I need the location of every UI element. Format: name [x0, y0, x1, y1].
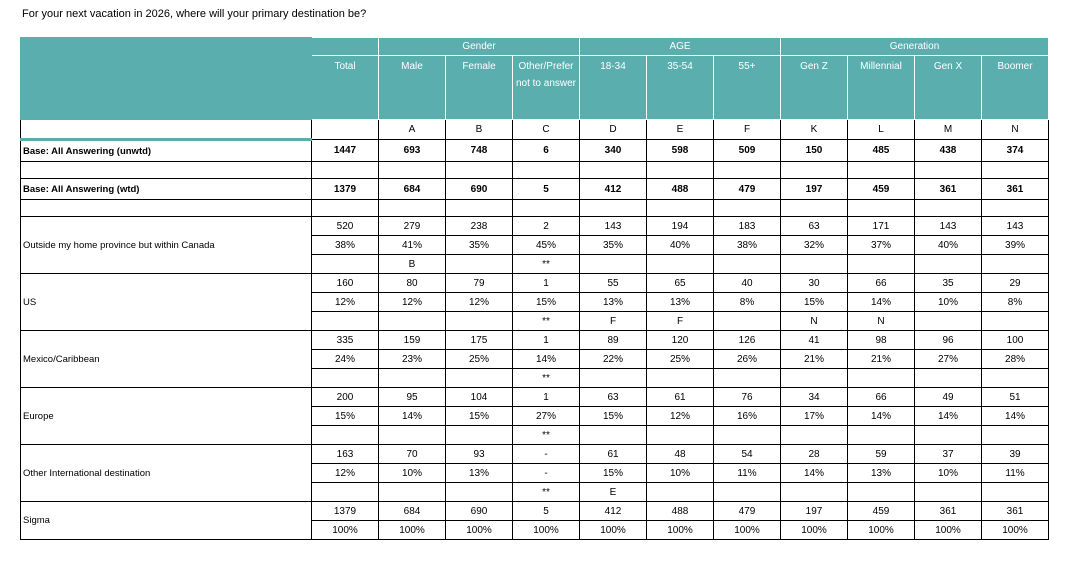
percent-value: 12% — [647, 407, 714, 426]
base-label: Base: All Answering (unwtd) — [21, 140, 312, 162]
column-header: Other/Prefer not to answer — [513, 56, 580, 120]
column-header: 18-34 — [580, 56, 647, 120]
base-value: 488 — [647, 179, 714, 200]
column-header: Boomer — [982, 56, 1049, 120]
percent-value: 15% — [580, 464, 647, 483]
column-header: 35-54 — [647, 56, 714, 120]
spacer-cell — [848, 200, 915, 217]
count-value: 66 — [848, 274, 915, 293]
spacer-cell — [647, 162, 714, 179]
count-value: 39 — [982, 445, 1049, 464]
crosstab-table — [20, 37, 1049, 540]
percent-value: 10% — [379, 464, 446, 483]
base-value: 1447 — [312, 140, 379, 162]
significance-letter — [312, 255, 379, 274]
spacer-cell — [647, 200, 714, 217]
base-value: 690 — [446, 179, 513, 200]
answer-label: Outside my home province but within Canada — [21, 217, 312, 274]
count-value: 49 — [915, 388, 982, 407]
percent-value: 100% — [848, 521, 915, 540]
column-header: Female — [446, 56, 513, 120]
significance-letter — [982, 369, 1049, 388]
spacer-cell — [513, 200, 580, 217]
count-value: 200 — [312, 388, 379, 407]
spacer-cell — [446, 200, 513, 217]
base-row — [21, 179, 1049, 200]
answer-label: Other International destination — [21, 445, 312, 502]
count-value: 120 — [647, 331, 714, 350]
significance-letter — [446, 312, 513, 331]
count-value: 63 — [781, 217, 848, 236]
base-value: 340 — [580, 140, 647, 162]
percent-value: 13% — [848, 464, 915, 483]
count-value: 690 — [446, 502, 513, 521]
spacer-cell — [580, 162, 647, 179]
significance-letter — [312, 369, 379, 388]
count-value: 197 — [781, 502, 848, 521]
percent-value: 10% — [915, 293, 982, 312]
count-value: 183 — [714, 217, 781, 236]
significance-letter: ** — [513, 369, 580, 388]
count-value: 79 — [446, 274, 513, 293]
count-value: 520 — [312, 217, 379, 236]
significance-letter — [714, 426, 781, 445]
count-value: 335 — [312, 331, 379, 350]
count-value: 66 — [848, 388, 915, 407]
count-value: 143 — [982, 217, 1049, 236]
header-blank — [21, 56, 312, 120]
spacer-cell — [781, 200, 848, 217]
significance-letter — [714, 369, 781, 388]
significance-letter — [312, 426, 379, 445]
header-total-group — [312, 38, 379, 56]
percent-value: 100% — [446, 521, 513, 540]
column-letter: A — [379, 120, 446, 140]
column-letter: M — [915, 120, 982, 140]
count-value: 80 — [379, 274, 446, 293]
significance-letter — [982, 483, 1049, 502]
percent-value: 45% — [513, 236, 580, 255]
count-value: 30 — [781, 274, 848, 293]
percent-value: 14% — [848, 407, 915, 426]
percent-value: 39% — [982, 236, 1049, 255]
count-value: 143 — [915, 217, 982, 236]
significance-letter — [379, 369, 446, 388]
percent-value: 14% — [781, 464, 848, 483]
percent-value: 15% — [781, 293, 848, 312]
percent-value: 27% — [915, 350, 982, 369]
percent-value: 35% — [446, 236, 513, 255]
column-letter: N — [982, 120, 1049, 140]
count-value: 361 — [982, 502, 1049, 521]
count-value: 361 — [915, 502, 982, 521]
significance-letter: N — [848, 312, 915, 331]
count-value: 1 — [513, 331, 580, 350]
count-value: 35 — [915, 274, 982, 293]
spacer-cell — [580, 200, 647, 217]
spacer-cell — [848, 162, 915, 179]
column-letter-row — [21, 120, 1049, 140]
significance-letter: N — [781, 312, 848, 331]
count-value: 40 — [714, 274, 781, 293]
significance-letter — [312, 483, 379, 502]
significance-letter — [379, 426, 446, 445]
spacer-row — [21, 200, 1049, 217]
count-value: 684 — [379, 502, 446, 521]
count-value: 279 — [379, 217, 446, 236]
significance-letter — [647, 483, 714, 502]
significance-letter — [781, 255, 848, 274]
count-value: 93 — [446, 445, 513, 464]
percent-value: 14% — [915, 407, 982, 426]
significance-letter — [446, 255, 513, 274]
significance-letter: F — [580, 312, 647, 331]
percent-value: 10% — [647, 464, 714, 483]
percent-value: 21% — [848, 350, 915, 369]
count-value: 76 — [714, 388, 781, 407]
significance-letter — [446, 426, 513, 445]
count-value: 65 — [647, 274, 714, 293]
answer-label: Sigma — [21, 502, 312, 540]
base-value: 438 — [915, 140, 982, 162]
significance-letter — [915, 426, 982, 445]
spacer-cell — [714, 162, 781, 179]
count-value: 59 — [848, 445, 915, 464]
base-value: 485 — [848, 140, 915, 162]
significance-letter — [982, 426, 1049, 445]
base-value: 361 — [915, 179, 982, 200]
significance-letter — [781, 369, 848, 388]
percent-value: 32% — [781, 236, 848, 255]
base-value: 6 — [513, 140, 580, 162]
percent-value: 100% — [714, 521, 781, 540]
percent-value: 11% — [714, 464, 781, 483]
column-header: Male — [379, 56, 446, 120]
spacer-cell — [379, 162, 446, 179]
count-value: 54 — [714, 445, 781, 464]
column-letter — [312, 120, 379, 140]
question-title: For your next vacation in 2026, where will your primary destination be? — [22, 8, 367, 20]
significance-letter: ** — [513, 312, 580, 331]
percent-value: 100% — [781, 521, 848, 540]
group-gender: Gender — [379, 38, 580, 56]
base-value: 693 — [379, 140, 446, 162]
base-value: 479 — [714, 179, 781, 200]
percent-value: 13% — [647, 293, 714, 312]
group-age: AGE — [580, 38, 781, 56]
count-value: 104 — [446, 388, 513, 407]
significance-letter — [848, 426, 915, 445]
percent-value: 14% — [379, 407, 446, 426]
significance-letter: ** — [513, 483, 580, 502]
count-value: 34 — [781, 388, 848, 407]
percent-value: 37% — [848, 236, 915, 255]
spacer-cell — [513, 162, 580, 179]
significance-letter — [379, 483, 446, 502]
significance-letter — [312, 312, 379, 331]
count-value: 51 — [982, 388, 1049, 407]
spacer-cell — [915, 162, 982, 179]
significance-letter: B — [379, 255, 446, 274]
percent-value: 25% — [446, 350, 513, 369]
percent-value: 14% — [982, 407, 1049, 426]
base-value: 509 — [714, 140, 781, 162]
significance-letter — [446, 483, 513, 502]
count-value: 89 — [580, 331, 647, 350]
spacer-cell — [982, 162, 1049, 179]
count-value: 63 — [580, 388, 647, 407]
count-value: 175 — [446, 331, 513, 350]
base-value: 5 — [513, 179, 580, 200]
percent-value: 27% — [513, 407, 580, 426]
header-blank — [21, 38, 312, 56]
count-value: 1 — [513, 274, 580, 293]
percent-value: 28% — [982, 350, 1049, 369]
count-value: 194 — [647, 217, 714, 236]
percent-value: 21% — [781, 350, 848, 369]
significance-letter — [647, 369, 714, 388]
significance-letter — [915, 483, 982, 502]
base-value: 361 — [982, 179, 1049, 200]
percent-value: 11% — [982, 464, 1049, 483]
significance-letter — [781, 483, 848, 502]
base-value: 684 — [379, 179, 446, 200]
base-value: 150 — [781, 140, 848, 162]
count-value: 55 — [580, 274, 647, 293]
count-value: 1379 — [312, 502, 379, 521]
count-value: 61 — [580, 445, 647, 464]
percent-value: 12% — [446, 293, 513, 312]
percent-value: 100% — [915, 521, 982, 540]
spacer-cell — [714, 200, 781, 217]
spacer-cell — [379, 200, 446, 217]
significance-letter — [781, 426, 848, 445]
count-value: 412 — [580, 502, 647, 521]
count-value: 48 — [647, 445, 714, 464]
count-value: 1 — [513, 388, 580, 407]
column-header: Total — [312, 56, 379, 120]
count-value: 163 — [312, 445, 379, 464]
spacer-cell — [21, 200, 312, 217]
significance-letter: E — [580, 483, 647, 502]
answer-label: Europe — [21, 388, 312, 445]
base-value: 748 — [446, 140, 513, 162]
significance-letter — [848, 483, 915, 502]
base-value: 1379 — [312, 179, 379, 200]
answer-label: US — [21, 274, 312, 331]
percent-value: 100% — [312, 521, 379, 540]
count-value: 488 — [647, 502, 714, 521]
percent-value: 12% — [379, 293, 446, 312]
answer-count-row — [21, 445, 1049, 464]
answer-count-row — [21, 502, 1049, 521]
base-value: 412 — [580, 179, 647, 200]
count-value: 160 — [312, 274, 379, 293]
count-value: 95 — [379, 388, 446, 407]
spacer-cell — [982, 200, 1049, 217]
significance-letter — [446, 369, 513, 388]
column-letter: K — [781, 120, 848, 140]
significance-letter: ** — [513, 255, 580, 274]
count-value: 41 — [781, 331, 848, 350]
column-letter: E — [647, 120, 714, 140]
significance-letter: F — [647, 312, 714, 331]
significance-letter — [982, 255, 1049, 274]
percent-value: 25% — [647, 350, 714, 369]
percent-value: 17% — [781, 407, 848, 426]
percent-value: 13% — [580, 293, 647, 312]
count-value: 28 — [781, 445, 848, 464]
significance-letter — [714, 255, 781, 274]
answer-count-row — [21, 217, 1049, 236]
percent-value: 23% — [379, 350, 446, 369]
significance-letter — [915, 312, 982, 331]
percent-value: 12% — [312, 293, 379, 312]
count-value: 159 — [379, 331, 446, 350]
letter-row-label — [21, 120, 312, 140]
significance-letter — [714, 483, 781, 502]
column-header: Gen X — [915, 56, 982, 120]
count-value: 238 — [446, 217, 513, 236]
percent-value: 38% — [312, 236, 379, 255]
column-letter: B — [446, 120, 513, 140]
percent-value: 40% — [647, 236, 714, 255]
percent-value: - — [513, 464, 580, 483]
significance-letter — [647, 255, 714, 274]
significance-letter — [982, 312, 1049, 331]
answer-count-row — [21, 388, 1049, 407]
count-value: 2 — [513, 217, 580, 236]
significance-letter — [580, 369, 647, 388]
spacer-cell — [915, 200, 982, 217]
column-letter: C — [513, 120, 580, 140]
percent-value: 22% — [580, 350, 647, 369]
significance-letter — [379, 312, 446, 331]
count-value: 96 — [915, 331, 982, 350]
significance-letter: ** — [513, 426, 580, 445]
column-header: 55+ — [714, 56, 781, 120]
percent-value: 100% — [379, 521, 446, 540]
significance-letter — [714, 312, 781, 331]
percent-value: 100% — [513, 521, 580, 540]
spacer-cell — [312, 200, 379, 217]
significance-letter — [848, 369, 915, 388]
spacer-cell — [21, 162, 312, 179]
spacer-row — [21, 162, 1049, 179]
base-row — [21, 140, 1049, 162]
answer-count-row — [21, 331, 1049, 350]
percent-value: 10% — [915, 464, 982, 483]
spacer-cell — [312, 162, 379, 179]
percent-value: 8% — [714, 293, 781, 312]
count-value: 479 — [714, 502, 781, 521]
base-value: 197 — [781, 179, 848, 200]
base-value: 598 — [647, 140, 714, 162]
spacer-cell — [446, 162, 513, 179]
percent-value: 14% — [513, 350, 580, 369]
column-letter: F — [714, 120, 781, 140]
percent-value: 100% — [982, 521, 1049, 540]
column-header: Gen Z — [781, 56, 848, 120]
base-value: 459 — [848, 179, 915, 200]
count-value: 61 — [647, 388, 714, 407]
answer-count-row — [21, 274, 1049, 293]
significance-letter — [647, 426, 714, 445]
percent-value: 40% — [915, 236, 982, 255]
count-value: 171 — [848, 217, 915, 236]
significance-letter — [580, 255, 647, 274]
percent-value: 35% — [580, 236, 647, 255]
significance-letter — [915, 369, 982, 388]
count-value: 100 — [982, 331, 1049, 350]
percent-value: 12% — [312, 464, 379, 483]
column-header: Millennial — [848, 56, 915, 120]
percent-value: 38% — [714, 236, 781, 255]
significance-letter — [848, 255, 915, 274]
percent-value: 8% — [982, 293, 1049, 312]
header-column-row — [21, 56, 1049, 120]
percent-value: 24% — [312, 350, 379, 369]
count-value: 70 — [379, 445, 446, 464]
answer-label: Mexico/Caribbean — [21, 331, 312, 388]
count-value: 37 — [915, 445, 982, 464]
count-value: 143 — [580, 217, 647, 236]
percent-value: 15% — [446, 407, 513, 426]
count-value: 98 — [848, 331, 915, 350]
count-value: 29 — [982, 274, 1049, 293]
percent-value: 15% — [513, 293, 580, 312]
percent-value: 15% — [312, 407, 379, 426]
percent-value: 100% — [647, 521, 714, 540]
count-value: 126 — [714, 331, 781, 350]
percent-value: 15% — [580, 407, 647, 426]
percent-value: 26% — [714, 350, 781, 369]
header-group-row — [21, 38, 1049, 56]
significance-letter — [915, 255, 982, 274]
count-value: - — [513, 445, 580, 464]
column-letter: D — [580, 120, 647, 140]
count-value: 5 — [513, 502, 580, 521]
percent-value: 41% — [379, 236, 446, 255]
percent-value: 16% — [714, 407, 781, 426]
group-generation: Generation — [781, 38, 1049, 56]
base-value: 374 — [982, 140, 1049, 162]
percent-value: 100% — [580, 521, 647, 540]
percent-value: 14% — [848, 293, 915, 312]
spacer-cell — [781, 162, 848, 179]
column-letter: L — [848, 120, 915, 140]
significance-letter — [580, 426, 647, 445]
count-value: 459 — [848, 502, 915, 521]
base-label: Base: All Answering (wtd) — [21, 179, 312, 200]
percent-value: 13% — [446, 464, 513, 483]
